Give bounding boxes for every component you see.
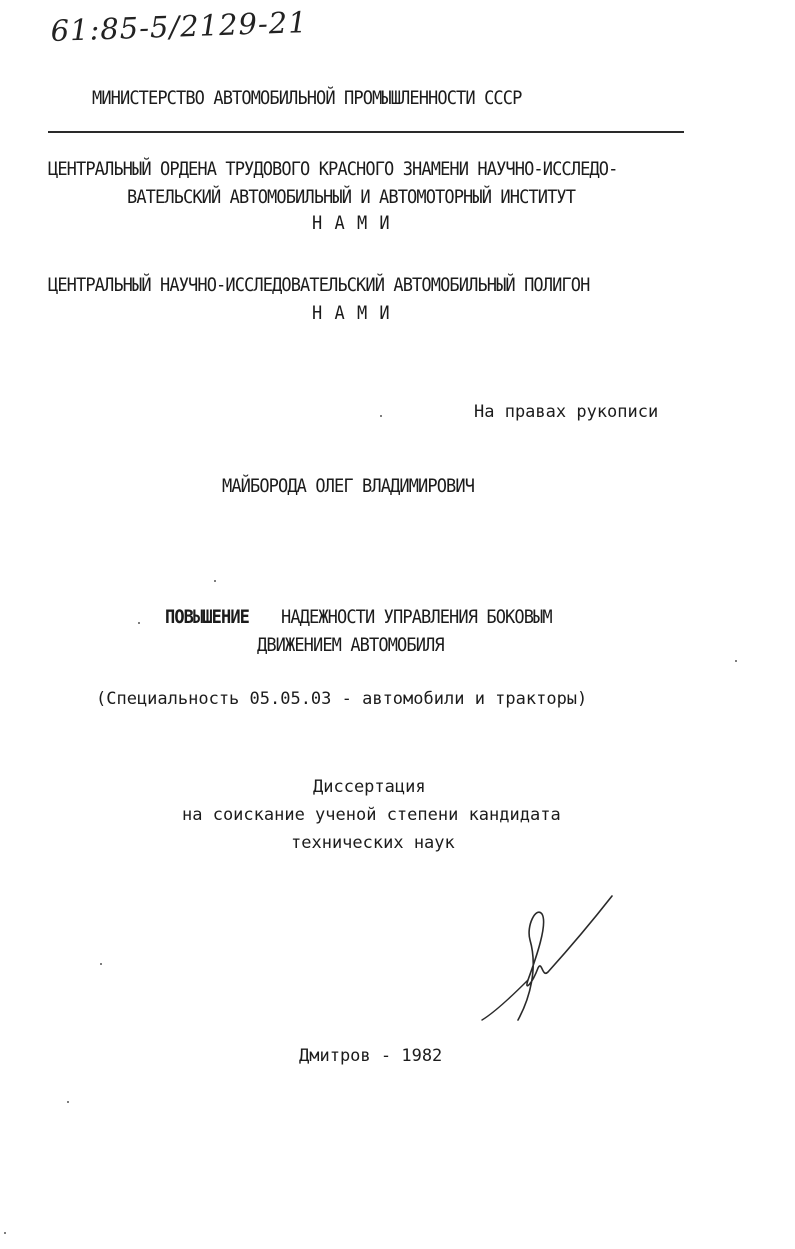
scan-speck — [100, 963, 102, 965]
author-name: МАЙБОРОДА ОЛЕГ ВЛАДИМИРОВИЧ — [222, 475, 475, 498]
scan-speck — [138, 622, 140, 624]
specialty: (Специальность 05.05.03 - автомобили и тракторы) — [96, 689, 588, 709]
scan-speck — [380, 415, 382, 417]
dissertation-line-3: технических наук — [291, 833, 455, 853]
manuscript-rights-note: На правах рукописи — [474, 402, 659, 422]
polygon-abbreviation: Н А М И — [312, 302, 391, 325]
institute-abbreviation: Н А М И — [312, 212, 391, 235]
polygon-line-1: ЦЕНТРАЛЬНЫЙ НАУЧНО-ИССЛЕДОВАТЕЛЬСКИЙ АВТОМОБИЛЬНЫЙ ПОЛИГОН — [48, 274, 590, 297]
place-and-year: Дмитров - 1982 — [299, 1046, 443, 1066]
title-first-word: ПОВЫШЕНИЕ — [165, 606, 250, 629]
header-divider — [48, 131, 684, 133]
scan-speck — [214, 580, 216, 582]
archive-mark: 61:85-5/2129-21 — [50, 5, 309, 48]
title-line-1: НАДЕЖНОСТИ УПРАВЛЕНИЯ БОКОВЫМ — [281, 606, 552, 629]
scan-speck — [735, 660, 737, 662]
dissertation-line-1: Диссертация — [313, 777, 426, 797]
title-line-2: ДВИЖЕНИЕМ АВТОМОБИЛЯ — [257, 634, 444, 657]
scan-speck — [67, 1101, 69, 1103]
author-signature — [470, 888, 620, 1028]
scan-speck — [4, 1232, 6, 1234]
institute-line-2: ВАТЕЛЬСКИЙ АВТОМОБИЛЬНЫЙ И АВТОМОТОРНЫЙ ИНСТИТУТ — [127, 186, 576, 209]
dissertation-line-2: на соискание ученой степени кандидата — [182, 805, 561, 825]
institute-line-1: ЦЕНТРАЛЬНЫЙ ОРДЕНА ТРУДОВОГО КРАСНОГО ЗНАМЕНИ НАУЧНО-ИССЛЕДО- — [48, 158, 618, 181]
ministry-heading: МИНИСТЕРСТВО АВТОМОБИЛЬНОЙ ПРОМЫШЛЕННОСТИ СССР — [92, 87, 522, 110]
